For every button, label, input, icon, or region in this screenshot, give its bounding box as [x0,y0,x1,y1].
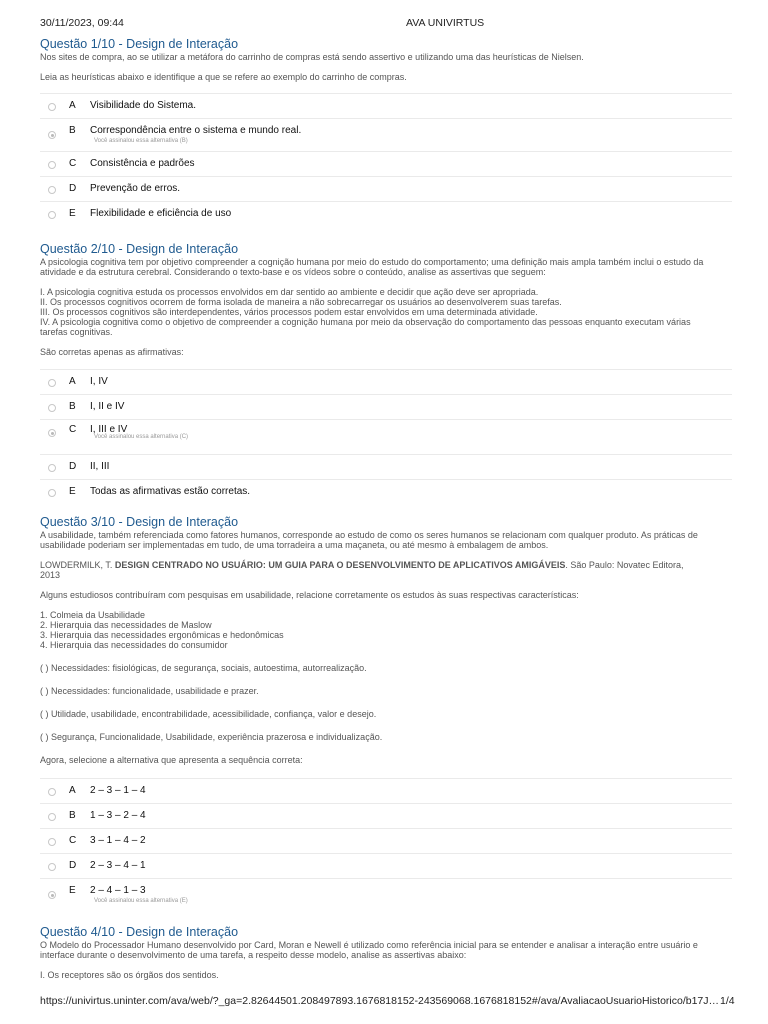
question-text: A usabilidade, também referenciada como fatores humanos, corresponde ao estudo de como os seres humanos se relacionam com qualquer produto. As práticas de [40,530,698,540]
selected-note: Você assinalou essa alternativa (B) [94,138,188,144]
reference-title: DESIGN CENTRADO NO USUÁRIO: UM GUIA PARA O DESENVOLVIMENTO DE APLICATIVOS AMIGÁVEIS [114,560,566,570]
option-b[interactable] [40,394,732,419]
option-text: II, III [90,461,110,472]
question-2 [40,242,732,504]
question-prompt: São corretas apenas as afirmativas: [40,347,184,357]
option-d[interactable] [40,853,732,878]
option-text: Correspondência entre o sistema e mundo real. [90,125,302,136]
radio-button[interactable] [48,489,56,497]
radio-button[interactable] [48,813,56,821]
match-item: ( ) Necessidades: fisiológicas, de segurança, sociais, autoestima, autorrealização. [40,663,367,673]
radio-button[interactable] [48,838,56,846]
question-1 [40,37,732,226]
option-d[interactable] [40,454,732,479]
radio-button[interactable] [48,103,56,111]
option-a[interactable] [40,778,732,803]
selected-note: Você assinalou essa alternativa (E) [94,898,188,904]
list-item: 1. Colmeia da Usabilidade [40,610,146,620]
option-text: 2 – 4 – 1 – 3 [90,885,146,896]
list-item: 3. Hierarquia das necessidades ergonômicas e hedonômicas [40,630,284,640]
options-list [40,778,732,911]
print-page-number: 1/4 [720,995,735,1007]
option-a[interactable] [40,369,732,394]
reference-author: LOWDERMILK, T. [40,560,115,570]
option-text: I, IV [90,376,108,387]
selected-note: Você assinalou essa alternativa (C) [94,434,189,440]
radio-button[interactable] [48,404,56,412]
radio-button[interactable] [48,379,56,387]
option-e[interactable] [40,479,732,504]
question-prompt: Alguns estudiosos contribuíram com pesquisas em usabilidade, relacione corretamente os estudos às suas respectivas características: [40,590,579,600]
option-d[interactable] [40,176,732,201]
option-letter: C [69,158,77,169]
question-title: Questão 3/10 - Design de Interação [40,515,239,529]
print-title: AVA UNIVIRTUS [406,17,485,29]
question-prompt: Agora, selecione a alternativa que apresenta a sequência correta: [40,755,303,765]
assertion: IV. A psicologia cognitiva como o objetivo de compreender a cognição humana por meio da observação do comportamento das pessoas enquanto executam várias [40,317,691,327]
options-list [40,93,732,226]
match-item: ( ) Utilidade, usabilidade, encontrabilidade, acessibilidade, confiança, valor e desejo. [40,709,377,719]
question-text: A psicologia cognitiva tem por objetivo compreender a cognição humana por meio do estudo do comportamento; uma definição mais ampla também inclui o estudo da [40,257,704,267]
radio-button[interactable] [48,863,56,871]
option-letter: A [69,376,76,387]
option-letter: C [69,835,77,846]
question-4 [40,925,732,980]
option-text: Todas as afirmativas estão corretas. [90,486,251,497]
option-letter: B [69,401,76,412]
radio-button-selected[interactable] [48,131,56,139]
option-letter: D [69,461,77,472]
option-a[interactable] [40,93,732,118]
question-3 [40,515,732,911]
option-letter: D [69,183,77,194]
question-text: interface durante o desenvolvimento de uma tarefa, a respeito desse modelo, analise as assertivas abaixo: [40,950,467,960]
question-text: usabilidade poderiam ser implementadas em tudo, de uma torradeira a uma maçaneta, ou até mesmo à embalagem de ambos. [40,540,549,550]
option-b[interactable] [40,118,732,151]
assertion: tarefas cognitivas. [40,327,113,337]
option-letter: D [69,860,77,871]
reference [40,560,732,570]
radio-button[interactable] [48,788,56,796]
radio-button-selected[interactable] [48,429,56,437]
options-list [40,369,732,504]
option-text: I, II e IV [90,401,125,412]
option-letter: E [69,486,76,497]
assertion: I. Os receptores são os órgãos dos sentidos. [40,970,219,980]
option-b[interactable] [40,803,732,828]
question-title: Questão 2/10 - Design de Interação [40,242,239,256]
option-letter: B [69,125,76,136]
reference-year: 2013 [40,570,61,580]
option-text: Prevenção de erros. [90,183,181,194]
option-e[interactable] [40,878,732,911]
option-text: 2 – 3 – 4 – 1 [90,860,146,871]
radio-button[interactable] [48,211,56,219]
radio-button-selected[interactable] [48,891,56,899]
assertion: I. A psicologia cognitiva estuda os processos envolvidos em dar sentido ao ambiente e decidir que ação deve ser apropriada. [40,287,539,297]
question-text: atividade e da estrutura cerebral. Considerando o texto-base e os vídeos sobre o conteúdo, analise as assertivas que seguem: [40,267,546,277]
option-text: 1 – 3 – 2 – 4 [90,810,146,821]
option-c[interactable] [40,419,732,454]
question-title: Questão 4/10 - Design de Interação [40,925,239,939]
option-letter: E [69,208,76,219]
question-text: O Modelo do Processador Humano desenvolvido por Card, Moran e Newell é utilizado como referência inicial para se entender e analisar a interação entre usuário e [40,940,698,950]
question-text: Leia as heurísticas abaixo e identifique a que se refere ao exemplo do carrinho de compras. [40,72,407,82]
option-letter: A [69,785,76,796]
option-letter: B [69,810,76,821]
option-letter: C [69,424,77,435]
option-text: Flexibilidade e eficiência de uso [90,208,232,219]
question-title: Questão 1/10 - Design de Interação [40,37,239,51]
option-text: 3 – 1 – 4 – 2 [90,835,146,846]
match-item: ( ) Necessidades: funcionalidade, usabilidade e prazer. [40,686,259,696]
option-e[interactable] [40,201,732,226]
option-text: Visibilidade do Sistema. [90,100,196,111]
assertion: II. Os processos cognitivos ocorrem de forma isolada de maneira a não sobrecarregar os usuários ao desenvolverem suas tarefas. [40,297,562,307]
question-text: Nos sites de compra, ao se utilizar a metáfora do carrinho de compras está sendo assertivo e utilizando uma das heurísticas de Nielsen. [40,52,584,62]
reference-publisher: . São Paulo: Novatec Editora, [565,560,684,570]
print-datetime: 30/11/2023, 09:44 [40,17,124,29]
list-item: 4. Hierarquia das necessidades do consumidor [40,640,228,650]
option-c[interactable] [40,151,732,176]
print-url: https://univirtus.uninter.com/ava/web/?_ga=2.82644501.208497893.1676818152-243569068.1676818152#/ava/AvaliacaoUsuarioHistorico/b17J… [40,995,720,1007]
option-letter: E [69,885,76,896]
list-item: 2. Hierarquia das necessidades de Maslow [40,620,212,630]
option-text: I, III e IV [90,424,128,435]
radio-button[interactable] [48,161,56,169]
radio-button[interactable] [48,186,56,194]
option-letter: A [69,100,76,111]
assertion: III. Os processos cognitivos são interdependentes, vários processos podem estar envolvidos em uma determinada atividade. [40,307,538,317]
option-text: 2 – 3 – 1 – 4 [90,785,146,796]
option-text: Consistência e padrões [90,158,195,169]
match-item: ( ) Segurança, Funcionalidade, Usabilidade, experiência prazerosa e individualização. [40,732,383,742]
option-c[interactable] [40,828,732,853]
radio-button[interactable] [48,464,56,472]
